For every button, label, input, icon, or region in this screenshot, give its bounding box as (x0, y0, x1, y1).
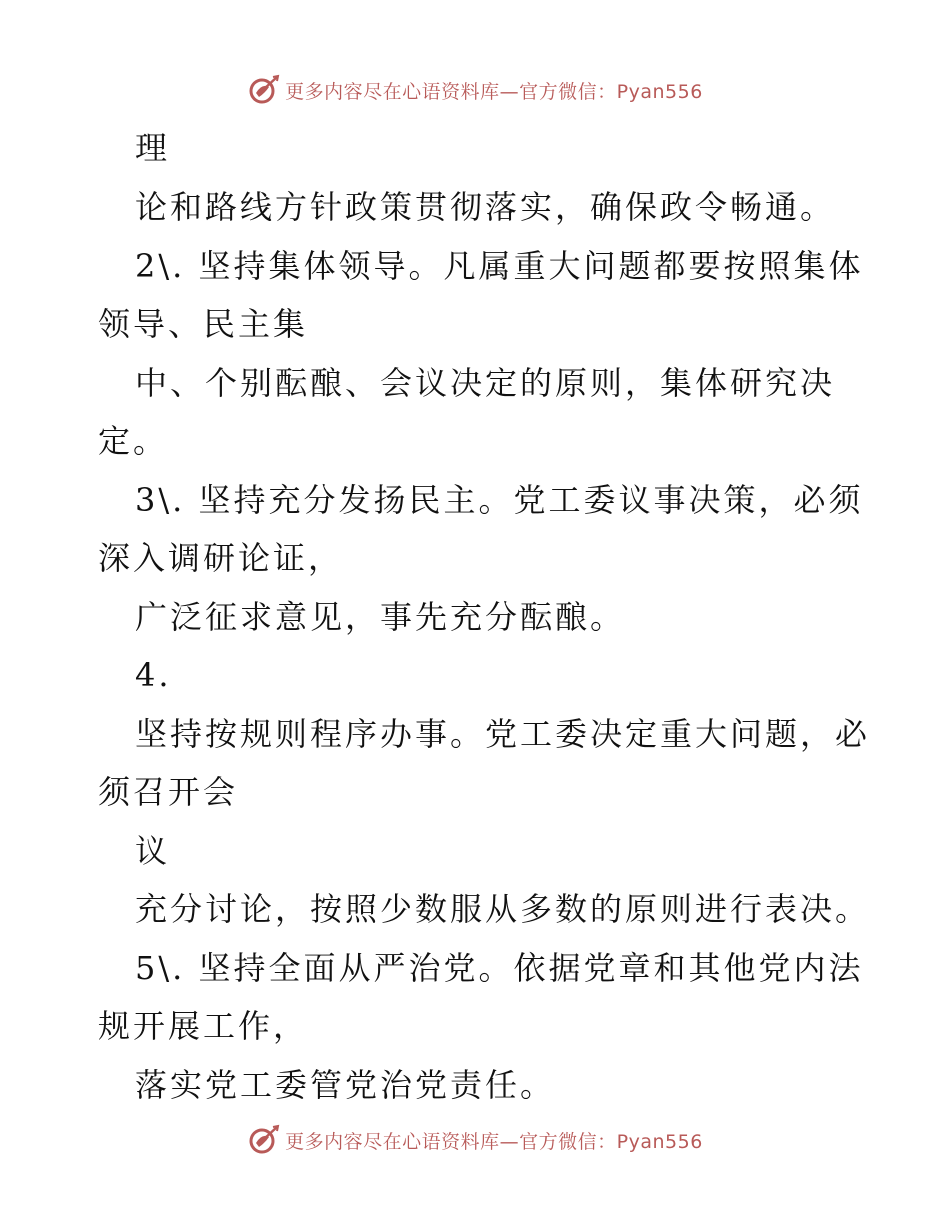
body-line: 坚持按规则程序办事。党工委决定重大问题，必 (135, 715, 871, 753)
header-watermark-banner (0, 70, 950, 110)
header-watermark-text: 更多内容尽在心语资料库—官方微信：Pyan556 (285, 80, 703, 103)
body-line: 深入调研论证， (98, 539, 344, 577)
body-line: 须召开会 (98, 773, 239, 811)
quill-heart-icon (247, 1123, 281, 1157)
body-line: 2\. 坚持集体领导。凡属重大问题都要按照集体 (135, 247, 864, 285)
footer-watermark-text: 更多内容尽在心语资料库—官方微信：Pyan556 (285, 1130, 703, 1153)
body-line: 理 (135, 129, 171, 167)
body-line: 5\. 坚持全面从严治党。依据党章和其他党内法 (135, 949, 864, 987)
body-line: 领导、民主集 (98, 305, 309, 343)
body-line: 落实党工委管党治党责任。 (135, 1066, 556, 1104)
footer-watermark-banner (0, 1120, 950, 1160)
body-line: 广泛征求意见，事先充分酝酿。 (135, 598, 626, 636)
body-line: 4. (135, 656, 172, 694)
body-line: 3\. 坚持充分发扬民主。党工委议事决策，必须 (135, 481, 864, 519)
body-line: 定。 (98, 422, 169, 460)
body-line: 规开展工作， (98, 1007, 309, 1045)
body-line: 议 (135, 832, 171, 870)
body-line: 中、个别酝酿、会议决定的原则，集体研究决 (135, 364, 836, 402)
quill-heart-icon (247, 73, 281, 107)
body-line: 充分讨论，按照少数服从多数的原则进行表决。 (135, 890, 871, 928)
body-line: 论和路线方针政策贯彻落实，确保政令畅通。 (135, 188, 836, 226)
